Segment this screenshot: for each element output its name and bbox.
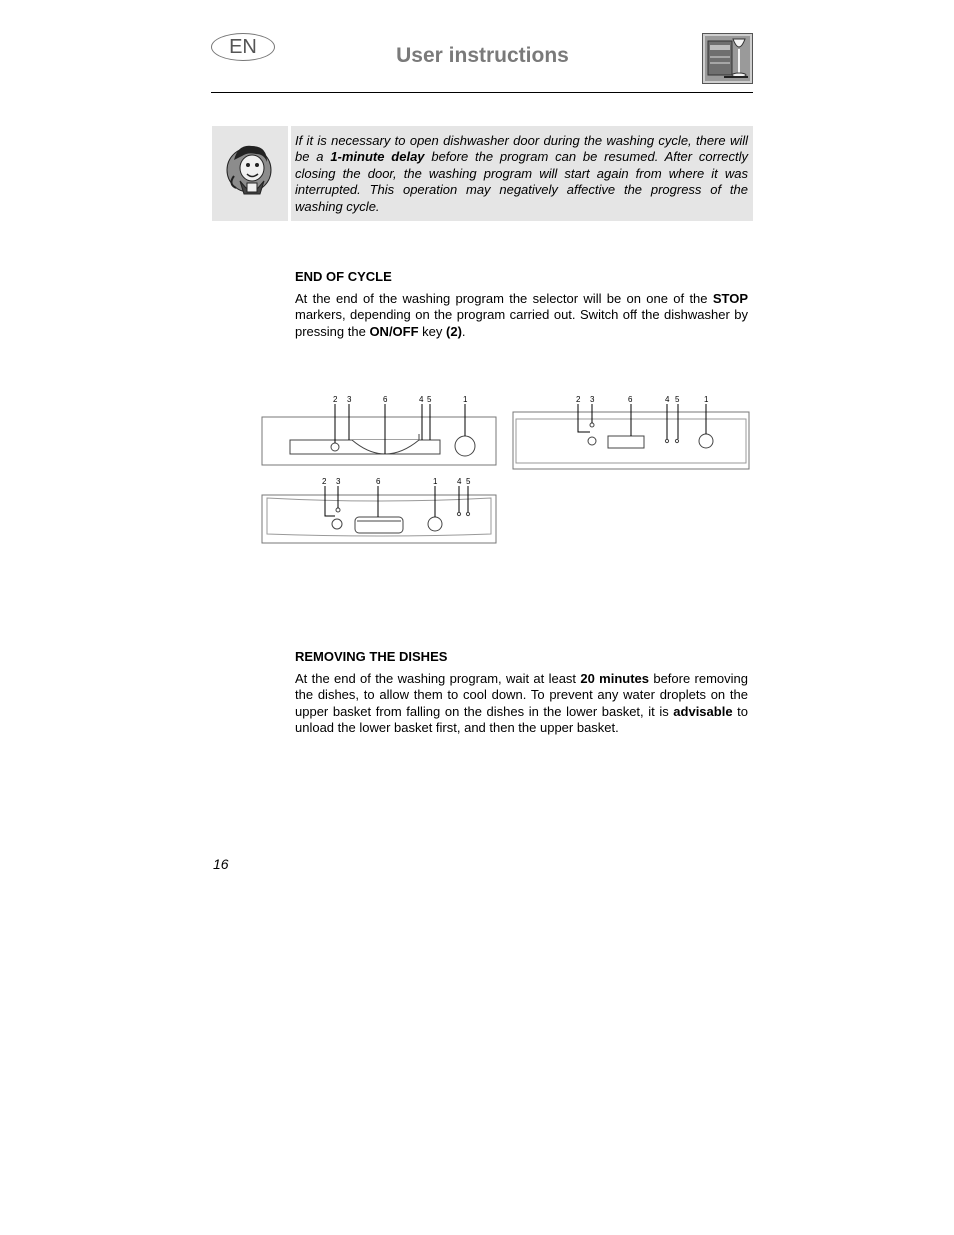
panel-b-label-6: 6 [628, 395, 633, 404]
control-panel-diagram-a [259, 392, 499, 468]
text-part: before removing the dishes, to allow them to cool down. To prevent any water droplets on the upper basket from falling on the dishes in the lower basket, it is [295, 671, 748, 719]
panel-c-label-1: 1 [433, 477, 438, 486]
page-title: User instructions [396, 44, 569, 67]
language-label: EN [229, 35, 257, 58]
cartoon-character-icon [212, 126, 288, 221]
dishwasher-glass-icon [702, 33, 753, 84]
text-part: markers, depending on the program carried out. Switch off the dishwasher by pressing the [295, 307, 748, 339]
panel-c-label-5: 5 [466, 477, 471, 486]
advisable-emphasis: advisable [673, 703, 733, 719]
language-badge [211, 33, 275, 61]
minutes-emphasis: 20 minutes [580, 671, 650, 686]
key-emphasis: (2) [446, 323, 462, 339]
panel-c-label-6: 6 [376, 477, 381, 486]
text-part: key [418, 323, 447, 339]
panel-b-label-4: 4 [665, 395, 670, 404]
note-text-part: If it is necessary to open dishwasher door during the washing cycle, there will be a [295, 133, 748, 165]
control-panel-diagram-b [510, 392, 752, 472]
stop-emphasis: STOP [712, 291, 748, 306]
removing-dishes-paragraph [295, 671, 748, 737]
text-part: to unload the lower basket first, and then the upper basket. [295, 703, 748, 736]
note-paragraph [295, 133, 748, 215]
panel-b-label-1: 1 [704, 395, 709, 404]
panel-a-label-1: 1 [463, 395, 468, 404]
panel-b-label-5: 5 [675, 395, 680, 404]
text-part: At the end of the washing program, wait at least [295, 671, 581, 686]
panel-c-label-4: 4 [457, 477, 462, 486]
removing-dishes-heading: REMOVING THE DISHES [295, 649, 448, 664]
note-icon-cell [212, 126, 288, 221]
panel-a-label-2: 2 [333, 395, 338, 404]
end-of-cycle-heading: END OF CYCLE [295, 269, 392, 284]
panel-a-label-4: 4 [419, 395, 424, 404]
panel-b-label-3: 3 [590, 395, 595, 404]
onoff-emphasis: ON/OFF [369, 323, 419, 339]
text-part: . [461, 323, 466, 339]
panel-c-label-3: 3 [336, 477, 341, 486]
text-part: At the end of the washing program the selector will be on one of the [295, 291, 713, 306]
header-divider [211, 92, 753, 93]
end-of-cycle-paragraph [295, 291, 748, 340]
panel-a-label-3: 3 [347, 395, 352, 404]
panel-a-label-5: 5 [427, 395, 432, 404]
note-text-part: before the program can be resumed. After correctly closing the door, the washing program will start again from where it was interrupted. This operation may negatively affective the progress of the washing cycle. [295, 149, 748, 214]
panel-a-label-6: 6 [383, 395, 388, 404]
panel-b-label-2: 2 [576, 395, 581, 404]
control-panel-diagram-c [259, 474, 499, 546]
note-emphasis: 1-minute delay [330, 149, 425, 165]
page-number: 16 [213, 856, 229, 872]
panel-c-label-2: 2 [322, 477, 327, 486]
